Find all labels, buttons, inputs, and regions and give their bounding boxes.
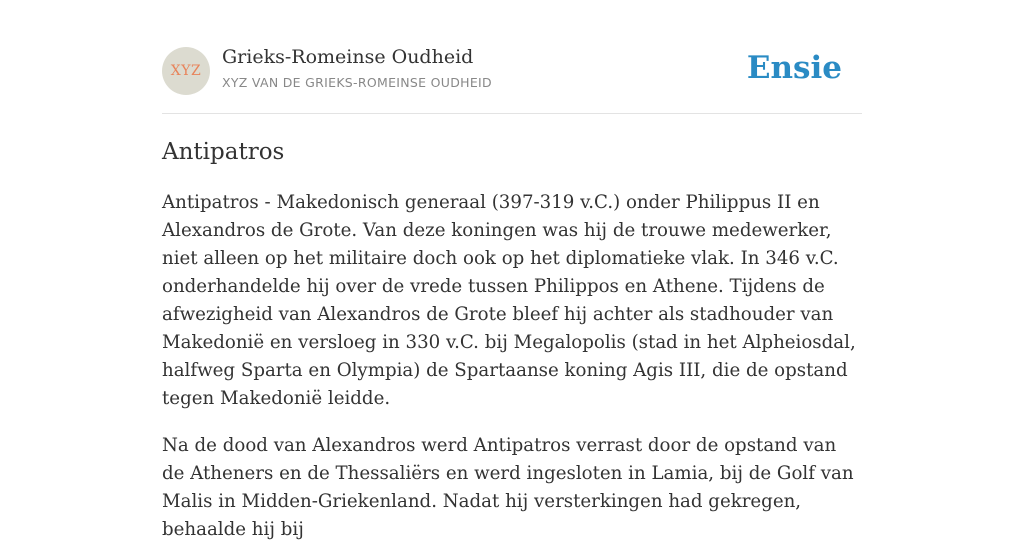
source-header	[162, 46, 862, 96]
article-paragraph: Na de dood van Alexandros werd Antipatros verrast door de opstand van de Atheners en de Thessaliërs en werd ingesloten in Lamia, bij de Golf van Malis in Midden-Griekenland. Nadat hij versterkingen had gekregen, behaalde hij bij	[162, 435, 854, 540]
source-avatar[interactable]	[162, 47, 210, 95]
avatar-label: XYZ	[170, 63, 202, 79]
source-title[interactable]: Grieks-Romeinse Oudheid	[222, 46, 474, 68]
source-subtitle: XYZ VAN DE GRIEKS-ROMEINSE OUDHEID	[222, 75, 492, 90]
brand-logo-link[interactable]: Ensie	[746, 50, 842, 86]
header-divider	[162, 113, 862, 114]
article-title: Antipatros	[162, 139, 285, 165]
article-paragraph: Antipatros - Makedonisch generaal (397-319 v.C.) onder Philippus II en Alexandros de Grote. Van deze koningen was hij de trouwe medewerker, niet alleen op het militaire doch ook op het diplomatieke vlak. In 346 v.C. onderhandelde hij over de vrede tussen Philippos en Athene. Tijdens de afwezigheid van Alexandros de Grote bleef hij achter als stadhouder van Makedonië en versloeg in 330 v.C. bij Megalopolis (stad in het Alpheiosdal, halfweg Sparta en Olympia) de Spartaanse koning Agis III, die de opstand tegen Makedonië leidde.	[162, 192, 856, 409]
article	[162, 135, 862, 544]
